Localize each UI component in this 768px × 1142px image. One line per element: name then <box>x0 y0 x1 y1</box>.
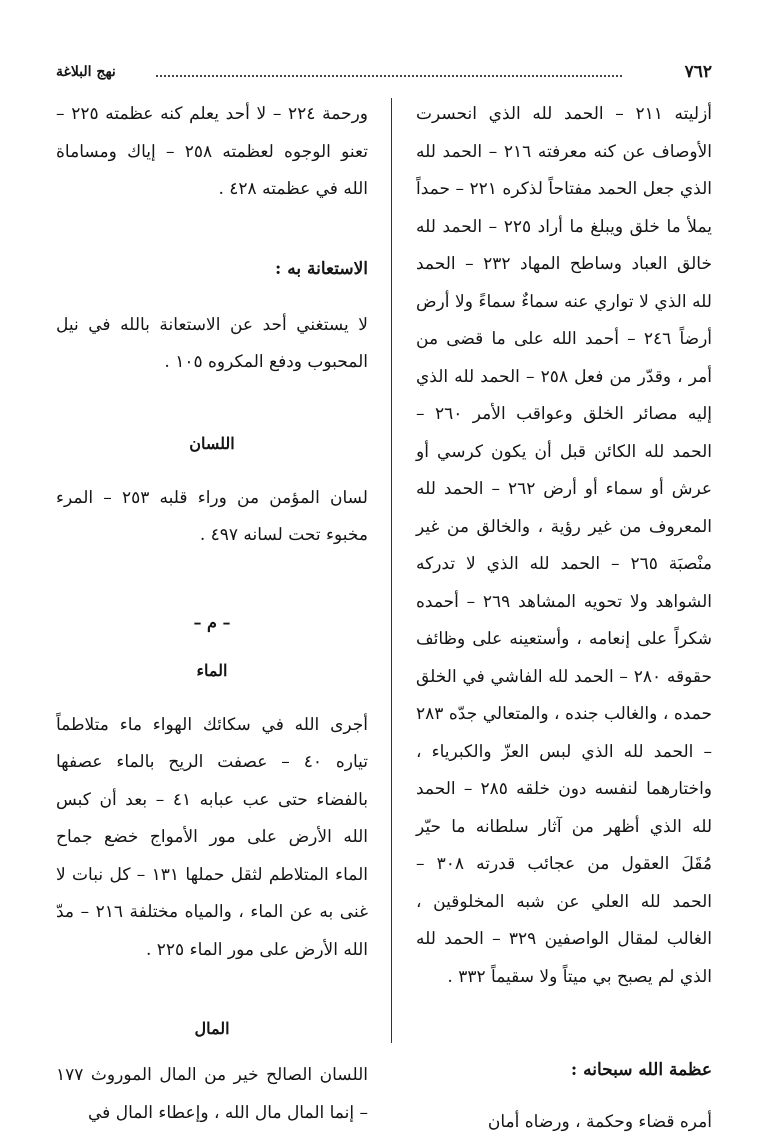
index-entry-tongue: لسان المؤمن من وراء قلبه ٢٥٣ – المرء مخبوء تحت لسانه ٤٩٧ . <box>56 487 368 545</box>
page-number: ٧٦٢ <box>684 62 712 82</box>
right-column <box>416 96 712 1142</box>
column-divider <box>391 98 392 1043</box>
index-entry-wealth: اللسان الصالح خير من المال الموروث ١٧٧ – إنما المال مال الله ، وإعطاء المال في <box>56 1065 368 1123</box>
section-heading-seeking-help: الاستعانة به : <box>275 258 368 279</box>
section-heading-tongue: اللسان <box>189 433 235 453</box>
index-entry-mercy: ورحمة ٢٢٤ – لا أحد يعلم كنه عظمته ٢٢٥ – تعنو الوجوه لعظمته ٢٥٨ – إياك ومساماة الله في عظمته ٤٢٨ . <box>56 104 368 199</box>
left-column <box>56 96 368 1132</box>
section-heading-greatness: عظمة الله سبحانه : <box>570 1060 712 1080</box>
section-letter-mim: – م – <box>193 612 231 632</box>
header-dotted-rule <box>156 75 622 77</box>
section-heading-wealth: المال <box>194 1019 230 1038</box>
index-entry-seeking-help: لا يستغني أحد عن الاستعانة بالله في نيل المحبوب ودفع المكروه ١٠٥ . <box>56 314 368 372</box>
index-entry-praise: أزليته ٢١١ – الحمد لله الذي انحسرت الأوصاف عن كنه معرفته ٢١٦ – الحمد لله الذي جعل الحمد مفتاحاً لذكره ٢٢١ – حمداً يملأ ما خلق ويبلغ ما أراد ٢٢٥ – الحمد لله خالق العباد وساطح المهاد ٢٣٢ – الحمد لله الذي لا تواري عنه سماءٌ سماءً ولا أرض أرضاً ٢٤٦ – أحمد الله على ما قضى من أمر ، وقدّر من فعل ٢٥٨ – الحمد لله الذي إليه مصائر الخلق وعواقب الأمر ٢٦٠ – الحمد لله الكائن قبل أن يكون كرسي أو عرش أو سماء أو أرض ٢٦٢ – الحمد لله المعروف من غير رؤية ، والخالق من غير منْصبَة ٢٦٥ – الحمد لله الذي لا تدركه الشواهد ولا تحويه المشاهد ٢٦٩ – أحمده شكراً على إنعامه ، وأستعينه على وظائف حقوقه ٢٨٠ – الحمد لله الفاشي في الخلق حمده ، والغالب جنده ، والمتعالي جدّه ٢٨٣ – الحمد لله الذي لبس العزّ والكبرياء ، واختارهما لنفسه دون خلقه ٢٨٥ – الحمد لله الذي أظهر من آثار سلطانه ما حيّر مُقَلَ العقول من عجائب قدرته ٣٠٨ – الحمد لله العلي عن شبه المخلوقين ، الغالب لمقال الواصفين ٣٢٩ – الحمد لله الذي لم يصبح بي ميتاً ولا سقيماً ٣٣٢ . <box>416 104 713 987</box>
index-entry-greatness: أمره قضاء وحكمة ، ورضاه أمان <box>487 1112 712 1132</box>
page-header <box>56 58 712 88</box>
index-entry-water: أجرى الله في سكائك الهواء ماء متلاطماً تياره ٤٠ – عصفت الريح بالماء عصفها بالفضاء حتى عب عبابه ٤١ – بعد أن كبس الله الأرض على مور الأمواج خضع جماح الماء المتلاطم لثقل حملها ١٣١ – كل نبات لا غنى به عن الماء ، والمياه مختلفة ٢١٦ – مدّ الله الأرض على مور الماء ٢٢٥ . <box>56 714 369 960</box>
section-heading-water: الماء <box>196 660 228 680</box>
running-book-title: نهج البلاغة <box>56 64 116 80</box>
